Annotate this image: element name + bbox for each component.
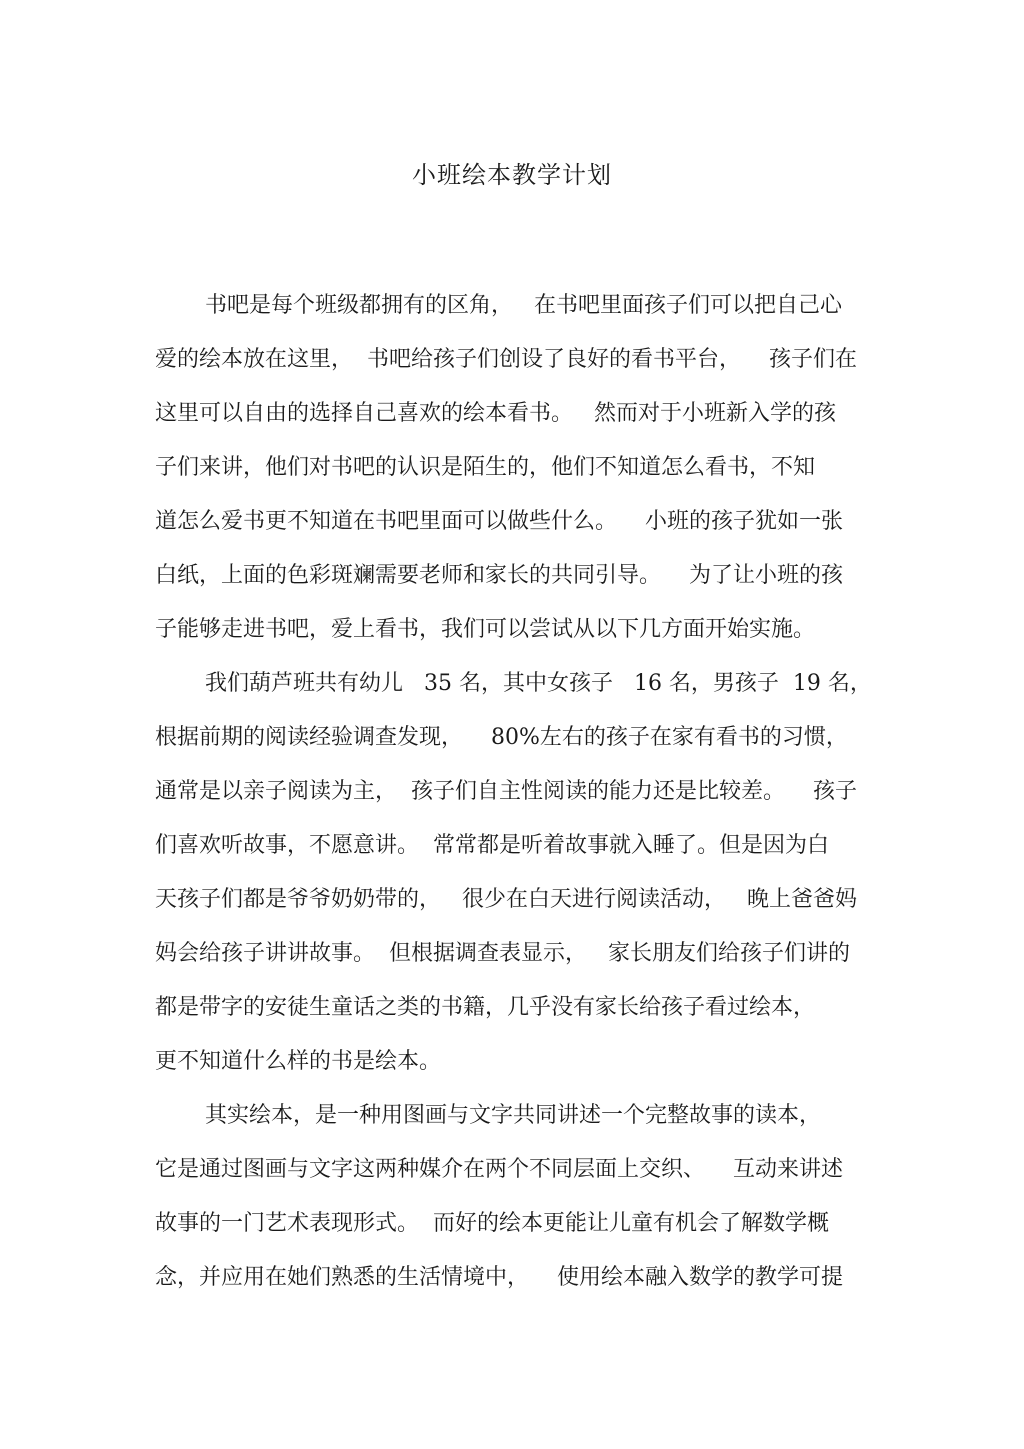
text-line: 子们来讲，他们对书吧的认识是陌生的，他们不知道怎么看书，不知 <box>155 455 816 480</box>
text-line: 根据前期的阅读经验调查发现， 80%左右的孩子在家有看书的习惯， <box>155 725 848 750</box>
text-line: 通常是以亲子阅读为主， 孩子们自主性阅读的能力还是比较差。 孩子 <box>155 779 857 804</box>
text-line: 我们葫芦班共有幼儿 35 名，其中女孩子 16 名，男孩子 19 名， <box>205 671 872 696</box>
text-line: 天孩子们都是爷爷奶奶带的， 很少在白天进行阅读活动， 晚上爸爸妈 <box>155 887 857 912</box>
text-line: 念，并应用在她们熟悉的生活情境中， 使用绘本融入数学的教学可提 <box>155 1265 843 1290</box>
text-line: 白纸，上面的色彩斑斓需要老师和家长的共同引导。 为了让小班的孩 <box>155 563 843 588</box>
text-line: 这里可以自由的选择自己喜欢的绘本看书。 然而对于小班新入学的孩 <box>155 401 836 426</box>
text-line: 更不知道什么样的书是绘本。 <box>155 1049 442 1074</box>
text-line: 爱的绘本放在这里， 书吧给孩子们创设了良好的看书平台， 孩子们在 <box>155 347 857 372</box>
document-title: 小班绘本教学计划 <box>412 161 612 189</box>
text-line: 书吧是每个班级都拥有的区角， 在书吧里面孩子们可以把自己心 <box>205 293 842 318</box>
text-line: 妈会给孩子讲讲故事。 但根据调查表显示， 家长朋友们给孩子们讲的 <box>155 941 850 966</box>
text-line: 道怎么爱书更不知道在书吧里面可以做些什么。 小班的孩子犹如一张 <box>155 509 843 534</box>
text-line: 其实绘本，是一种用图画与文字共同讲述一个完整故事的读本， <box>205 1103 822 1128</box>
text-line: 它是通过图画与文字这两种媒介在两个不同层面上交织、 互动来讲述 <box>155 1157 843 1182</box>
text-line: 们喜欢听故事，不愿意讲。 常常都是听着故事就入睡了。但是因为白 <box>155 833 829 858</box>
text-line: 都是带字的安徒生童话之类的书籍，几乎没有家长给孩子看过绘本， <box>155 995 816 1020</box>
text-line: 子能够走进书吧，爱上看书，我们可以尝试从以下几方面开始实施。 <box>155 617 816 642</box>
text-line: 故事的一门艺术表现形式。 而好的绘本更能让儿童有机会了解数学概 <box>155 1211 829 1236</box>
